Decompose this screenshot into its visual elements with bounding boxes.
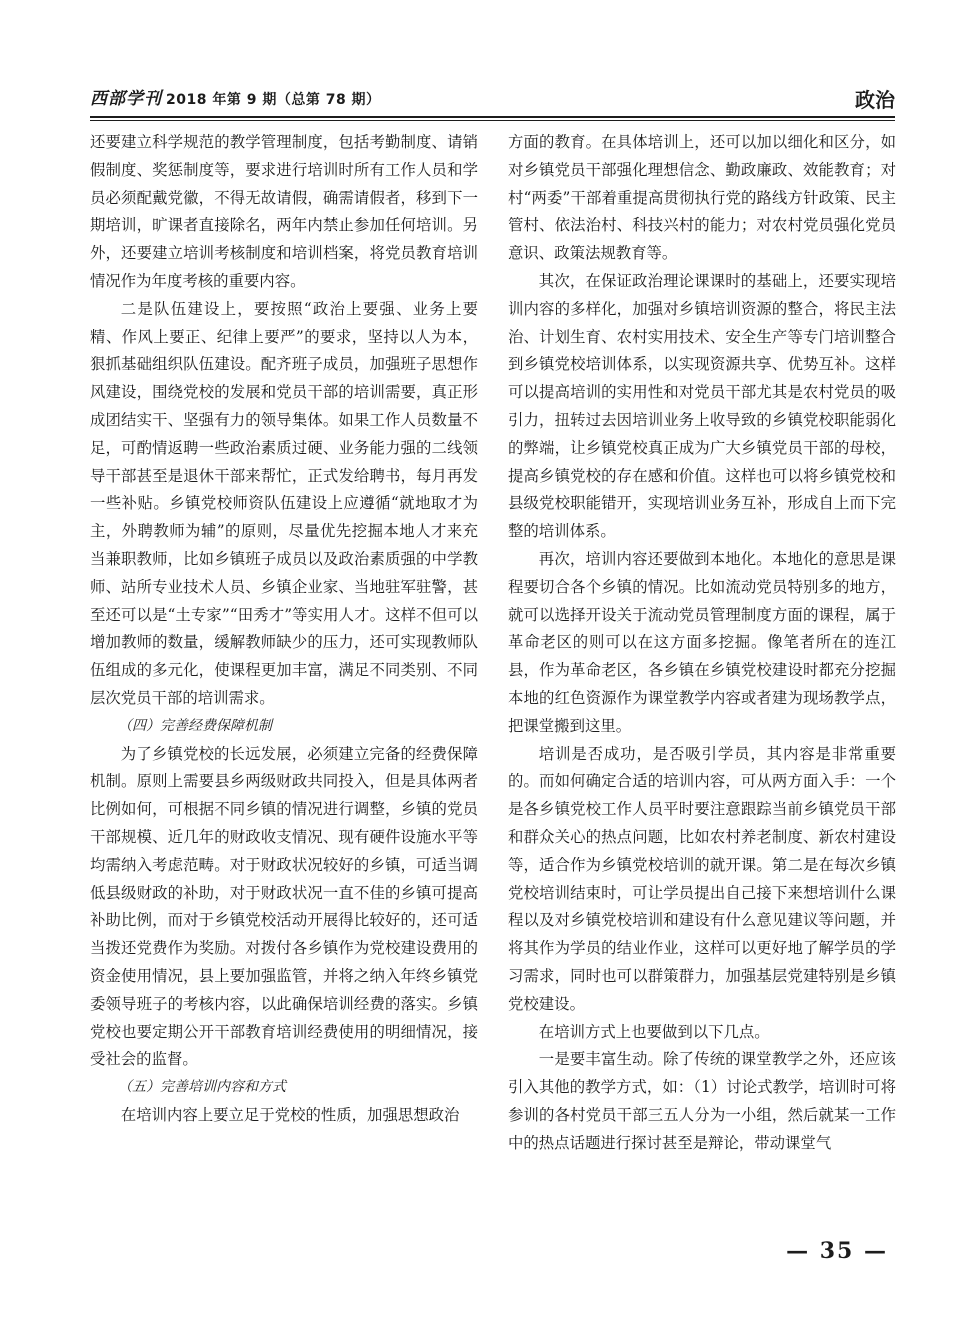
journal-info xyxy=(90,88,381,111)
right-column xyxy=(508,129,896,1229)
paragraph: 培训是否成功，是否吸引学员，其内容是非常重要的。而如何确定合适的培训内容，可从两方面入手：一个是各乡镇党校工作人员平时要注意跟踪当前乡镇党员干部和群众关心的热点问题，比如农村养老制度、新农村建设等，适合作为乡镇党校培训的就开课。第二是在每次乡镇党校培训结束时，可让学员提出自己接下来想培训什么课程以及对乡镇党校培训和建设有什么意见建议等问题，并将其作为学员的结业作业，这样可以更好地了解学员的学习需求，同时也可以群策群力，加强基层党建特别是乡镇党校建设。 xyxy=(508,744,896,1013)
paragraph: 二是队伍建设上，要按照“政治上要强、业务上要精、作风上要正、纪律上要严”的要求，坚持以人为本，狠抓基础组织队伍建设。配齐班子成员，加强班子思想作风建设，围绕党校的发展和党员干部的培训需要，真正形成团结实干、坚强有力的领导集体。如果工作人员数量不足，可酌情返聘一些政治素质过硬、业务能力强的二线领导干部甚至是退休干部来帮忙，正式发给聘书，每月再发一些补贴。乡镇党校师资队伍建设上应遵循“就地取才为主，外聘教师为辅”的原则，尽量优先挖掘本地人才来充当兼职教师，比如乡镇班子成员以及政治素质强的中学教师、站所专业技术人员、乡镇企业家、当地驻军驻警，甚至还可以是“土专家”“田秀才”等实用人才。这样不但可以增加教师的数量，缓解教师缺少的压力，还可实现教师队伍组成的多元化，使课程更加丰富，满足不同类别、不同层次党员干部的培训需求。 xyxy=(90,299,478,707)
paragraph: 在培训内容上要立足于党校的性质，加强思想政治 xyxy=(120,1105,460,1124)
paragraph: 其次，在保证政治理论课课时的基础上，还要实现培训内容的多样化，加强对乡镇培训资源的整合，将民主法治、计划生育、农村实用技术、安全生产等专门培训整合到乡镇党校培训体系，以实现资源共享、优势互补。这样可以提高培训的实用性和对党员干部尤其是农村党员的吸引力，扭转过去因培训业务上收导致的乡镇党校职能弱化的弊端，让乡镇党校真正成为广大乡镇党员干部的母校，提高乡镇党校的存在感和价值。这样也可以将乡镇党校和县级党校职能错开，实现培训业务互补，形成自上而下完整的培训体系。 xyxy=(508,271,896,541)
continued-paragraph: 方面的教育。在具体培训上，还可以加以细化和区分，如对乡镇党员干部强化理想信念、勤政廉政、效能教育；对村“两委”干部着重提高贯彻执行党的路线方针政策、民主管村、依法治村、科技兴村的能力；对农村党员强化党员意识、政策法规教育等。 xyxy=(508,133,896,263)
running-header xyxy=(90,88,895,114)
paragraph: 再次，培训内容还要做到本地化。本地化的意思是课程要切合各个乡镇的情况。比如流动党员特别多的地方，就可以选择开设关于流动党员管理制度方面的课程，属于革命老区的则可以在这方面多挖掘。像笔者所在的连江县，作为革命老区，各乡镇在乡镇党校建设时都充分挖掘本地的红色资源作为课堂教学内容或者建为现场教学点，把课堂搬到这里。 xyxy=(508,549,896,735)
section-heading: （四）完善经费保障机制 xyxy=(118,717,272,734)
section-heading: （五）完善培训内容和方式 xyxy=(118,1079,286,1096)
page-number: — 35 — xyxy=(786,1238,888,1264)
header-rule-thin xyxy=(90,120,895,121)
left-column xyxy=(90,129,478,1229)
continued-paragraph: 还要建立科学规范的教学管理制度，包括考勤制度、请销假制度、奖惩制度等，要求进行培训时所有工作人员和学员必须配戴党徽，不得无故请假，确需请假者，移到下一期培训，旷课者直接除名，两年内禁止参加任何培训。另外，还要建立培训考核制度和培训档案，将党员教育培训情况作为年度考核的重要内容。 xyxy=(90,133,478,290)
header-rule-thick xyxy=(90,116,895,118)
paragraph: 在培训方式上也要做到以下几点。 xyxy=(538,1022,770,1041)
paragraph: 为了乡镇党校的长远发展，必须建立完备的经费保障机制。原则上需要县乡两级财政共同投入，但是具体两者比例如何，可根据不同乡镇的情况进行调整，乡镇的党员干部规模、近几年的财政收支情况、现有硬件设施水平等均需纳入考虑范畴。对于财政状况较好的乡镇，可适当调低县级财政的补助，对于财政状况一直不佳的乡镇可提高补助比例，而对于乡镇党校活动开展得比较好的，还可适当拨还党费作为奖励。对拨付各乡镇作为党校建设费用的资金使用情况，县上要加强监管，并将之纳入年终乡镇党委领导班子的考核内容，以此确保培训经费的落实。乡镇党校也要定期公开干部教育培训经费使用的明细情况，接受社会的监督。 xyxy=(90,744,478,1069)
issue-info: 2018 年第 9 期（总第 78 期） xyxy=(166,92,381,108)
paragraph: 一是要丰富生动。除了传统的课堂教学之外，还应该引入其他的教学方式，如：（1）讨论式教学，培训时可将参训的各村党员干部三五人分为一小组，然后就某一工作中的热点话题进行探讨甚至是辩论，带动课堂气 xyxy=(508,1050,896,1152)
section-label: 政治 xyxy=(855,88,895,112)
journal-logo: 西部学刊 xyxy=(90,89,162,109)
